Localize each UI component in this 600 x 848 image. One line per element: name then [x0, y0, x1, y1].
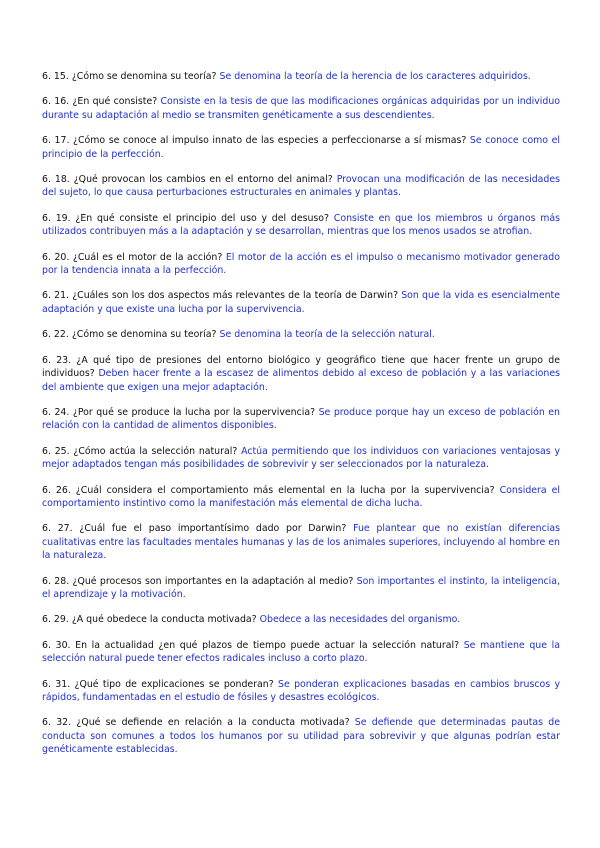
- answer-text: El motor de la acción es el impulso o mecanismo motivador generado por la tendencia innata a la perfección.: [42, 251, 560, 277]
- answer-text: Obedece a las necesidades del organismo.: [259, 614, 461, 626]
- question-text: 6. 31. ¿Qué tipo de explicaciones se ponderan?: [42, 678, 274, 690]
- qa-item-16: [42, 95, 560, 122]
- question-text: 6. 19. ¿En qué consiste el principio del uso y del desuso?: [42, 212, 330, 224]
- qa-item-21: [42, 289, 560, 316]
- question-text: 6. 20. ¿Cuál es el motor de la acción?: [42, 251, 223, 263]
- question-text: 6. 32. ¿Qué se defiende en relación a la conducta motivada?: [42, 717, 350, 729]
- answer-text: Deben hacer frente a la escasez de alimentos debido al exceso de población y a las variaciones del ambiente que exigen una mejor adaptación.: [42, 368, 560, 393]
- answer-text: Se produce porque hay un exceso de población en relación con la cantidad de alimentos disponibles.: [42, 406, 560, 432]
- answer-text: Se defiende que determinadas pautas de conducta son comunes a todos los humanos por su utilidad para sobrevivir y que algunas podrían estar genéticamente establecidas.: [42, 717, 560, 756]
- question-text: 6. 21. ¿Cuáles son los dos aspectos más relevantes de la teoría de Darwin?: [42, 290, 399, 302]
- answer-text: Considera el comportamiento instintivo como la manifestación más elemental de dicha lucha.: [42, 484, 560, 509]
- answer-text: Provocan una modificación de las necesidades del sujeto, lo que causa perturbaciones estructurales en animales y plantas.: [42, 174, 560, 199]
- answer-text: Consiste en que los miembros u órganos más utilizados contribuyen más a la adaptación y se desarrollan, mientras que los menos usados se atrofian.: [42, 212, 560, 238]
- question-text: 6. 27. ¿Cuál fue el paso importantísimo dado por Darwin?: [42, 523, 347, 535]
- question-text: 6. 29. ¿A qué obedece la conducta motivada?: [42, 614, 257, 626]
- question-text: 6. 26. ¿Cuál considera el comportamiento más elemental en la lucha por la supervivencia?: [42, 484, 495, 496]
- qa-item-18: [42, 173, 560, 200]
- answer-text: Se denomina la teoría de la herencia de los caracteres adquiridos.: [219, 71, 531, 82]
- question-text: 6. 23. ¿A qué tipo de presiones del entorno biológico y geográfico tiene que hacer frente un grupo de individuos?: [42, 354, 560, 380]
- qa-item-23: [42, 354, 560, 394]
- answer-text: Se denomina la teoría de la selección natural.: [219, 329, 435, 341]
- qa-item-28: [42, 575, 560, 602]
- question-text: 6. 25. ¿Cómo actúa la selección natural?: [42, 445, 238, 457]
- qa-item-30: [42, 639, 560, 666]
- qa-item-22: [42, 328, 560, 341]
- answer-text: Son que la vida es esencialmente adaptación y que existe una lucha por la supervivencia.: [42, 290, 561, 315]
- question-text: 6. 28. ¿Qué procesos son importantes en la adaptación al medio?: [42, 575, 354, 587]
- qa-item-17: [42, 134, 560, 161]
- question-text: 6. 22. ¿Cómo se denomina su teoría?: [42, 329, 217, 341]
- qa-item-25: [42, 445, 560, 472]
- answer-text: Fue plantear que no existían diferencias cualitativas entre las facultades mentales humanas y las de los animales superiores, incluyendo al hombre en la naturaleza.: [42, 523, 560, 562]
- answer-text: Son importantes el instinto, la inteligencia, el aprendizaje y la motivación.: [42, 575, 561, 600]
- answer-text: Se ponderan explicaciones basadas en cambios bruscos y rápidos, fundamentadas en el estudio de fósiles y desastres ecológicos.: [42, 678, 560, 703]
- qa-item-15: [42, 70, 560, 83]
- qa-item-32: [42, 716, 560, 756]
- question-text: 6. 30. En la actualidad ¿en qué plazos de tiempo puede actuar la selección natural?: [42, 639, 460, 651]
- answer-text: Actúa permitiendo que los individuos con variaciones ventajosas y mejor adaptados tengan más posibilidades de sobrevivir y ser seleccionados por la naturaleza.: [42, 445, 560, 471]
- qa-item-26: [42, 484, 560, 511]
- question-text: 6. 18. ¿Qué provocan los cambios en el entorno del animal?: [42, 174, 333, 186]
- question-text: 6. 17. ¿Cómo se conoce al impulso innato de las especies a perfeccionarse a sí mismas?: [42, 135, 467, 147]
- question-text: 6. 15. ¿Cómo se denomina su teoría?: [42, 71, 217, 82]
- answer-text: Se conoce como el principio de la perfección.: [42, 135, 561, 160]
- qa-item-24: [42, 406, 560, 433]
- qa-item-20: [42, 251, 560, 278]
- qa-item-27: [42, 522, 560, 562]
- qa-item-31: [42, 678, 560, 705]
- qa-item-19: [42, 212, 560, 239]
- answer-text: Se mantiene que la selección natural puede tener efectos radicales incluso a corto plazo.: [42, 639, 560, 665]
- question-text: 6. 24. ¿Por qué se produce la lucha por la supervivencia?: [42, 406, 316, 418]
- answer-text: Consiste en la tesis de que las modificaciones orgánicas adquiridas por un individuo durante su adaptación al medio se transmiten genéticamente a sus descendientes.: [42, 96, 560, 121]
- qa-item-29: [42, 613, 560, 626]
- question-text: 6. 16. ¿En qué consiste?: [42, 96, 158, 108]
